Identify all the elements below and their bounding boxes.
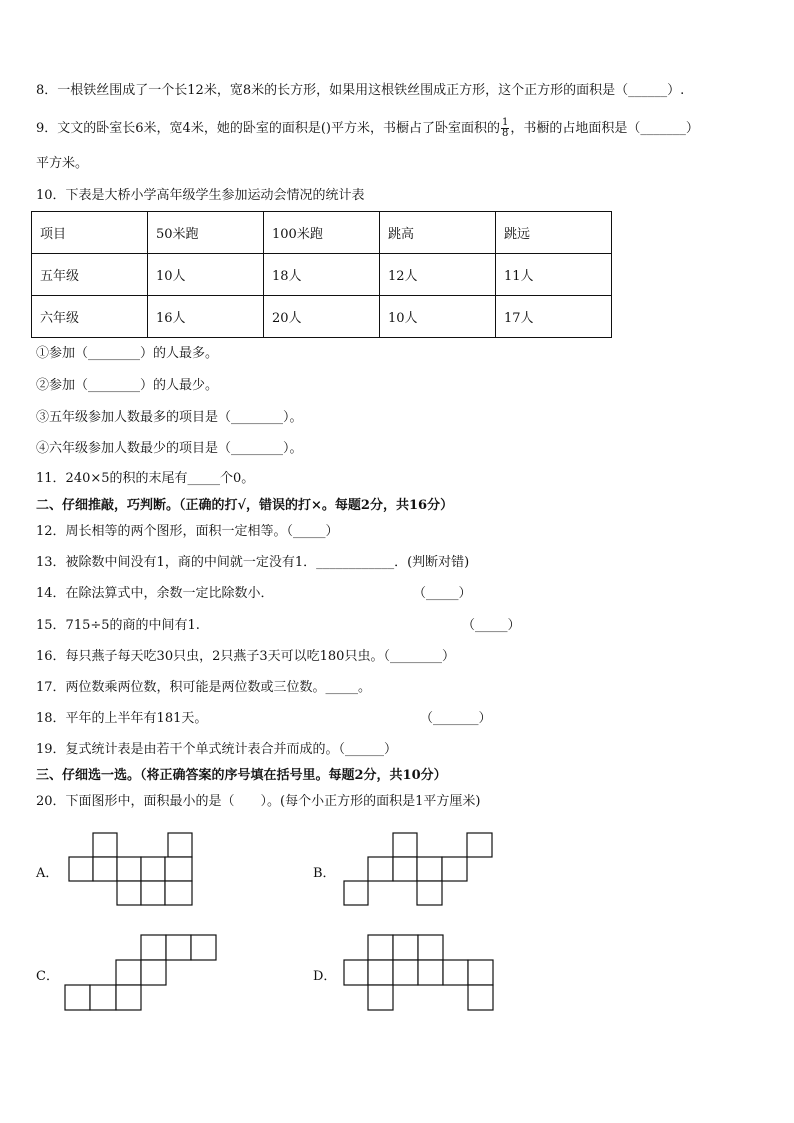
table-row: [32, 254, 612, 296]
grid-square: [168, 833, 192, 857]
question-12: 12．周长相等的两个图形，面积一定相等。（_____）: [36, 524, 339, 539]
table-cell: 17人: [496, 296, 612, 338]
grid-square: [393, 960, 418, 985]
question-8: 8．一根铁丝围成了一个长12米，宽8米的长方形，如果用这根铁丝围成正方形，这个正方形的面积是（______）.: [36, 83, 685, 98]
question-9-text-2: ，书橱的占地面积是（_______）: [510, 121, 699, 136]
grid-square: [417, 881, 442, 905]
question-13: 13．被除数中间没有1，商的中间就一定没有1．____________．(判断对错): [36, 555, 470, 570]
grid-square: [69, 857, 93, 881]
grid-square: [344, 960, 368, 985]
section-2-heading: 二、仔细推敲，巧判断。（正确的打√，错误的打×。每题2分，共16分）: [36, 498, 454, 513]
grid-square: [191, 935, 216, 960]
table-cell: 六年级: [32, 296, 148, 338]
option-d-label[interactable]: D．: [313, 969, 337, 984]
table-cell: 11人: [496, 254, 612, 296]
grid-square: [393, 857, 417, 881]
grid-square: [90, 985, 116, 1010]
grid-square: [117, 857, 141, 881]
question-10-sub-1: ①参加（________）的人最多。: [36, 346, 219, 361]
grid-square: [117, 881, 141, 905]
question-16: 16．每只燕子每天吃30只虫，2只燕子3天可以吃180只虫。（________）: [36, 649, 455, 664]
grid-square: [368, 857, 393, 881]
grid-square: [141, 935, 166, 960]
option-b-figure: [343, 832, 495, 908]
table-cell: 10人: [380, 296, 496, 338]
option-c-label[interactable]: C．: [36, 969, 59, 984]
option-c-figure: [64, 934, 220, 1012]
question-15-blank: （_____）: [462, 618, 521, 633]
question-10: 10．下表是大桥小学高年级学生参加运动会情况的统计表: [36, 188, 365, 203]
grid-square: [368, 960, 393, 985]
fraction-numerator: 1: [501, 117, 509, 128]
grid-square: [468, 960, 493, 985]
table-cell: 12人: [380, 254, 496, 296]
section-3-heading: 三、仔细选一选。（将正确答案的序号填在括号里。每题2分，共10分）: [36, 768, 447, 783]
question-11: 11．240×5的积的末尾有_____个0。: [36, 471, 255, 486]
table-cell: 18人: [264, 254, 380, 296]
grid-square: [368, 935, 393, 960]
grid-square: [141, 960, 166, 985]
grid-square: [417, 857, 442, 881]
grid-square: [166, 935, 191, 960]
grid-square: [141, 857, 165, 881]
table-cell: 50米跑: [148, 212, 264, 254]
question-10-sub-2: ②参加（________）的人最少。: [36, 378, 219, 393]
grid-square: [468, 985, 493, 1010]
grid-square: [393, 935, 418, 960]
table-cell: 10人: [148, 254, 264, 296]
question-14-blank: （_____）: [413, 586, 472, 601]
table-cell: 跳远: [496, 212, 612, 254]
grid-square: [65, 985, 90, 1010]
grid-square: [418, 935, 443, 960]
grid-square: [165, 881, 192, 905]
option-b-label[interactable]: B．: [313, 866, 336, 881]
grid-square: [93, 857, 117, 881]
question-18: 18．平年的上半年有181天。: [36, 711, 208, 726]
question-9: [36, 118, 699, 139]
grid-square: [344, 881, 368, 905]
table-row: [32, 296, 612, 338]
table-cell: 100米跑: [264, 212, 380, 254]
grid-square: [165, 857, 192, 881]
option-a-label[interactable]: A．: [36, 866, 59, 881]
option-a-figure: [68, 832, 194, 908]
table-row: [32, 212, 612, 254]
fraction-denominator: 8: [501, 128, 509, 139]
question-20: 20．下面图形中，面积最小的是（ ）。(每个小正方形的面积是1平方厘米): [36, 794, 481, 809]
grid-square: [141, 881, 165, 905]
grid-square: [467, 833, 492, 857]
grid-square: [116, 985, 141, 1010]
table-cell: 项目: [32, 212, 148, 254]
sports-stat-table: [31, 211, 612, 338]
question-10-sub-3: ③五年级参加人数最多的项目是（________）。: [36, 410, 303, 425]
question-15: 15．715÷5的商的中间有1.: [36, 618, 200, 633]
table-cell: 跳高: [380, 212, 496, 254]
question-9-continued: 平方米。: [36, 156, 89, 171]
question-9-text: 9．文文的卧室长6米，宽4米，她的卧室的面积是()平方米，书橱占了卧室面积的: [36, 121, 500, 136]
question-14: 14．在除法算式中，余数一定比除数小．: [36, 586, 274, 601]
grid-square: [116, 960, 141, 985]
table-cell: 20人: [264, 296, 380, 338]
table-cell: 16人: [148, 296, 264, 338]
table-cell: 五年级: [32, 254, 148, 296]
question-18-blank: （_______）: [420, 711, 492, 726]
grid-square: [442, 857, 467, 881]
question-10-sub-4: ④六年级参加人数最少的项目是（________）。: [36, 441, 303, 456]
grid-square: [368, 985, 393, 1010]
question-19: 19．复式统计表是由若干个单式统计表合并而成的。（______）: [36, 742, 398, 757]
grid-square: [393, 833, 417, 857]
fraction-one-eighth: [501, 118, 509, 139]
grid-square: [93, 833, 117, 857]
grid-square: [443, 960, 468, 985]
question-17: 17．两位数乘两位数，积可能是两位数或三位数。_____。: [36, 680, 372, 695]
option-d-figure: [343, 934, 498, 1012]
grid-square: [418, 960, 443, 985]
